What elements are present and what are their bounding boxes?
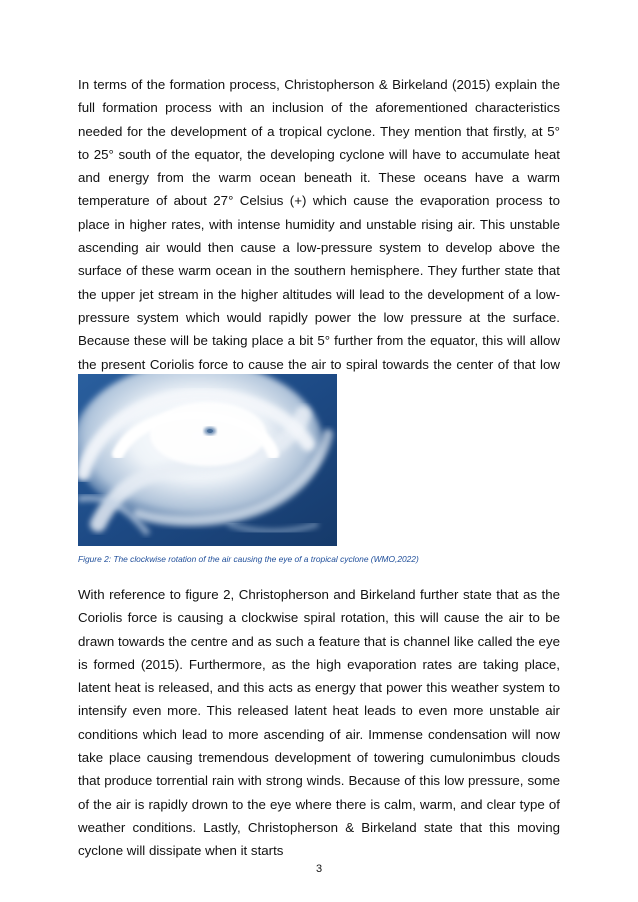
figure-caption: Figure 2: The clockwise rotation of the air causing the eye of a tropical cyclone (WMO,2022) [78, 554, 419, 564]
body-paragraph-1: In terms of the formation process, Christopherson & Birkeland (2015) explain the full formation process with an inclusion of the aforementioned characteristics needed for the development of a tropical cyclone. They mention that firstly, at 5° to 25° south of the equator, the developing cyclone will have to accumulate heat and energy from the warm ocean beneath it. These oceans have a warm temperature of about 27° Celsius (+) which cause the evaporation process to place in higher rates, with intense humidity and unstable rising air. This unstable ascending air would then cause a low-pressure system to develop above the surface of these warm ocean in the southern hemisphere. They further state that the upper jet stream in the higher altitudes will lead to the development of a low-pressure system which would rapidly power the low pressure at the surface. Because these will be taking place a bit 5° further from the equator, this will allow the present Coriolis force to cause the air to spiral towards the center of that low [78, 77, 560, 372]
cyclone-satellite-image [78, 374, 337, 546]
page-number: 3 [315, 863, 323, 875]
body-paragraph-2: With reference to figure 2, Christopherson and Birkeland further state that as the Coriolis force is causing a clockwise spiral rotation, this will cause the air to be drawn towards the centre and as such a feature that is channel like called the eye is formed (2015). Furthermore, as the high evaporation rates are taking place, latent heat is released, and this acts as energy that power this weather system to intensify even more. This released latent heat leads to even more unstable air conditions which lead to more ascending of air. Immense condensation will now take place causing tremendous development of towering cumulonimbus clouds that produce torrential rain with strong winds. Because of this low pressure, some of the air is rapidly drown to the eye where there is calm, warm, and clear type of weather conditions. Lastly, Christopherson & Birkeland state that this moving cyclone will dissipate when it starts [78, 587, 560, 859]
